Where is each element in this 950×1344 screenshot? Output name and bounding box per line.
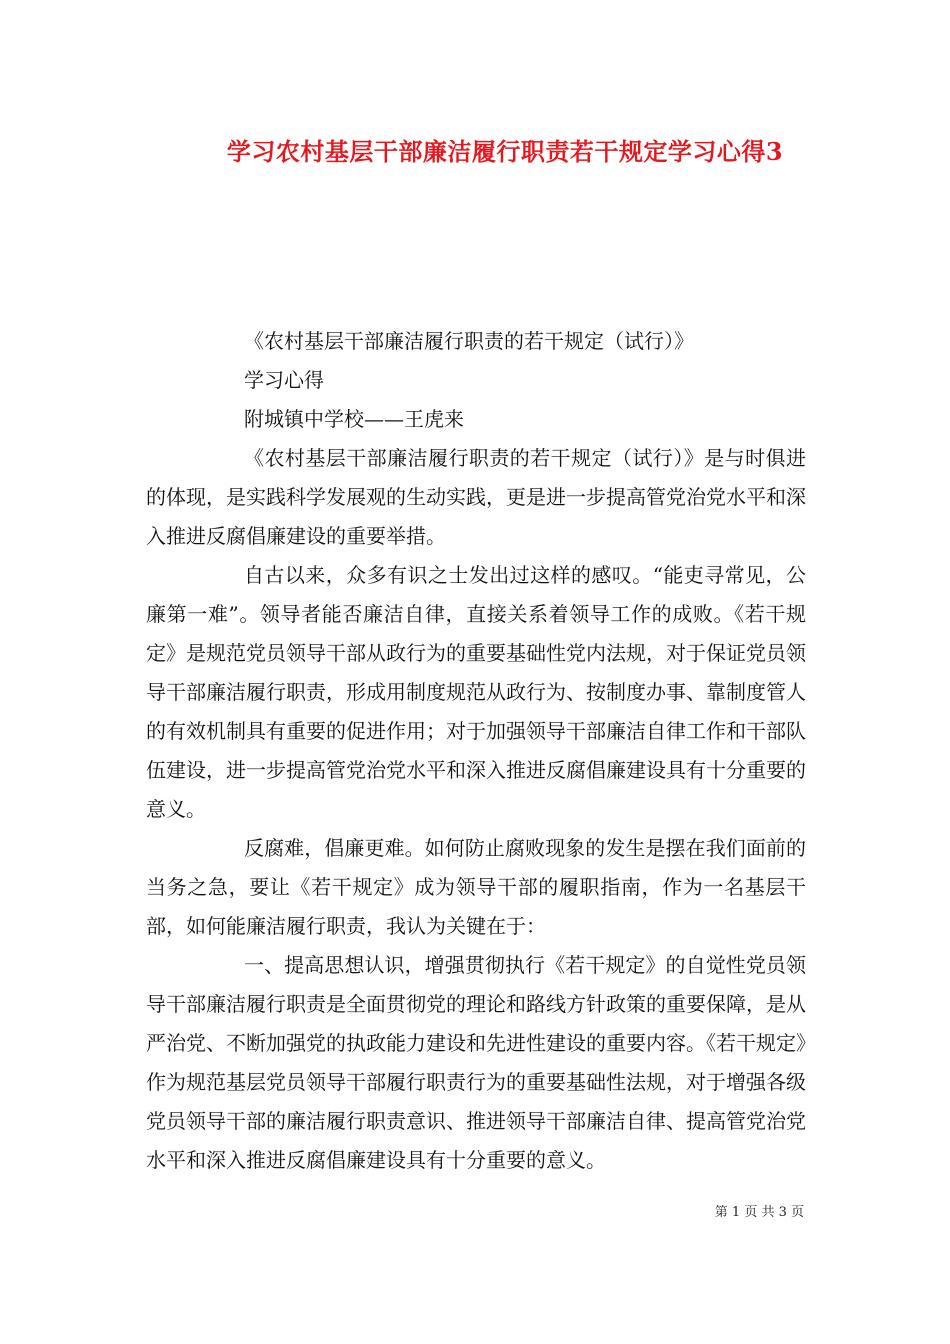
meta-line-subtitle: 学习心得 (244, 368, 324, 392)
paragraph-anti-corruption: 反腐难，倡廉更难。如何防止腐败现象的发生是摆在我们面前的当务之急，要让《若干规定》成为领导干部的履职指南，作为一名基层干部，如何能廉洁履行职责，我认为关键在于： (146, 836, 806, 938)
meta-line-author: 附城镇中学校——王虎来 (244, 407, 464, 431)
document-body (146, 322, 806, 1180)
page-number-footer: 第 1 页 共 3 页 (714, 1205, 804, 1220)
document-title: 学习农村基层干部廉洁履行职责若干规定学习心得3 (226, 137, 784, 166)
paragraph-point-one: 一、提高思想认识，增强贯彻执行《若干规定》的自觉性党员领导干部廉洁履行职责是全面贯彻党的理论和路线方针政策的重要保障，是从严治党、不断加强党的执政能力建设和先进性建设的重要内容。《若干规定》作为规范基层党员领导干部履行职责行为的重要基础性法规，对于增强各级党员领导干部的廉洁履行职责意识、推进领导干部廉洁自律、提高管党治党水平和深入推进反腐倡廉建设具有十分重要的意义。 (146, 953, 806, 1172)
meta-line-regulation-title: 《农村基层干部廉洁履行职责的若干规定（试行）》 (244, 329, 694, 353)
paragraph-history: 自古以来，众多有识之士发出过这样的感叹。“能吏寻常见，公廉第一难”。领导者能否廉洁自律，直接关系着领导工作的成败。《若干规定》是规范党员领导干部从政行为的重要基础性党内法规，对于保证党员领导干部廉洁履行职责，形成用制度规范从政行为、按制度办事、靠制度管人的有效机制具有重要的促进作用；对于加强领导干部廉洁自律工作和干部队伍建设，进一步提高管党治党水平和深入推进反腐倡廉建设具有十分重要的意义。 (146, 563, 806, 821)
paragraph-intro: 《农村基层干部廉洁履行职责的若干规定（试行）》是与时俱进的体现，是实践科学发展观的生动实践，更是进一步提高管党治党水平和深入推进反腐倡廉建设的重要举措。 (146, 446, 806, 548)
